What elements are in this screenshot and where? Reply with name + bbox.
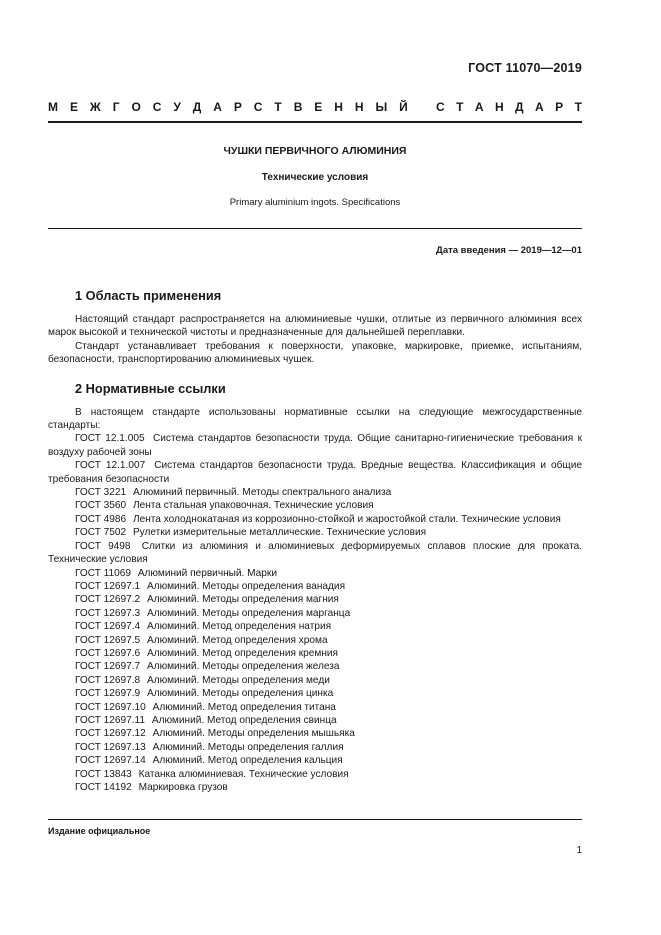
official-edition-note: Издание официальное [48,826,151,836]
reference-title: Система стандартов безопасности труда. Вредные вещества. Классификация и общие требования безопасности [48,460,582,485]
reference-code: ГОСТ 12697.6 [75,647,141,659]
reference-item [48,459,582,486]
section-2-heading: 2 Нормативные ссылки [75,380,226,396]
interstate-standard-banner [48,100,582,114]
reference-code: ГОСТ 12697.11 [75,714,146,726]
reference-item [48,580,582,593]
reference-item [48,486,582,499]
footer-divider [48,819,582,820]
reference-code: ГОСТ 12697.12 [75,728,146,740]
reference-item [48,540,582,567]
reference-item [48,513,582,526]
reference-code: ГОСТ 12697.4 [75,621,141,633]
reference-title: Алюминий. Метод определения свинца [151,714,337,726]
reference-item [48,781,582,794]
reference-item [48,687,582,700]
reference-title: Алюминий первичный. Марки [137,567,277,579]
english-title: Primary aluminium ingots. Specifications [229,197,401,208]
title-divider [48,228,582,229]
reference-title: Алюминий. Метод определения титана [152,701,336,713]
normative-references-list [48,432,582,794]
reference-code: ГОСТ 12.1.007 [75,460,146,472]
reference-item [48,634,582,647]
reference-item [48,701,582,714]
reference-title: Алюминий. Методы определения железа [146,661,340,673]
reference-title: Катанка алюминиевая. Технические условия [138,768,349,780]
header-divider [48,121,582,123]
reference-code: ГОСТ 12697.3 [75,607,141,619]
reference-title: Алюминий. Метод определения кальция [152,755,343,767]
reference-item [48,660,582,673]
section-1-paragraph: Настоящий стандарт распространяется на алюминиевые чушки, отлитые из первичного алюминия всех марок высокой и технической чистоты и предназначенные для дальнейшей переплавки. [48,314,582,339]
reference-item [48,593,582,606]
reference-item [48,499,582,512]
reference-code: ГОСТ 12697.7 [75,661,141,673]
reference-title: Алюминий. Методы определения мышьяка [152,728,355,740]
reference-code: ГОСТ 12697.9 [75,688,141,700]
reference-code: ГОСТ 12697.8 [75,674,141,686]
reference-title: Маркировка грузов [138,782,228,793]
reference-title: Алюминий. Метод определения кремния [146,647,338,659]
reference-code: ГОСТ 12697.10 [75,701,146,713]
reference-item [48,768,582,781]
reference-code: ГОСТ 12697.5 [75,634,141,646]
reference-code: ГОСТ 4986 [75,513,127,525]
reference-code: ГОСТ 3560 [75,500,127,512]
reference-title: Алюминий. Метод определения хрома [146,634,328,646]
reference-title: Слитки из алюминия и алюминиевых деформируемых сплавов плоские для проката. Технические условия [48,540,582,566]
reference-item [48,607,582,620]
document-title: ЧУШКИ ПЕРВИЧНОГО АЛЮМИНИЯ [223,145,407,157]
reference-title: Лента стальная упаковочная. Технические условия [132,500,374,512]
reference-title: Алюминий первичный. Методы спектрального анализа [132,487,392,499]
reference-item [48,674,582,687]
reference-code: ГОСТ 12697.2 [75,594,141,606]
introduction-date: Дата введения — 2019—12—01 [436,245,582,256]
document-subtitle: Технические условия [261,172,369,183]
banner-word-standard: С Т А Н Д А Р Т [436,100,582,114]
reference-title: Лента холоднокатаная из коррозионно-стойкой и жаростойкой стали. Технические условия [132,513,561,525]
reference-item [48,714,582,727]
reference-title: Алюминий. Методы определения магния [146,594,339,606]
reference-code: ГОСТ 12697.14 [75,755,146,767]
reference-code: ГОСТ 12697.13 [75,741,146,753]
reference-title: Алюминий. Методы определения галлия [152,741,344,753]
reference-code: ГОСТ 7502 [75,527,127,539]
reference-item [48,620,582,633]
section-1-paragraph: Стандарт устанавливает требования к поверхности, упаковке, маркировке, приемке, испытаниям, безопасности, транспортированию алюминиевых чушек. [48,340,582,366]
reference-code: ГОСТ 3221 [75,487,127,499]
section-1-heading: 1 Область применения [75,288,222,303]
reference-item [48,567,582,580]
document-number: ГОСТ 11070—2019 [468,61,582,75]
reference-title: Алюминий. Методы определения цинка [146,688,334,700]
reference-code: ГОСТ 12.1.005 [75,433,145,445]
reference-item [48,526,582,539]
reference-item [48,647,582,660]
reference-item [48,754,582,767]
reference-code: ГОСТ 12697.1 [75,580,141,592]
reference-title: Алюминий. Методы определения ванадия [146,580,346,592]
reference-title: Алюминий. Методы определения меди [146,674,330,686]
document-body [48,287,582,794]
reference-title: Алюминий. Методы определения марганца [146,607,351,619]
reference-title: Алюминий. Метод определения натрия [146,621,332,633]
banner-word-interstate: М Е Ж Г О С У Д А Р С Т В Е Н Н Ы Й [48,100,408,114]
reference-code: ГОСТ 13843 [75,768,132,780]
page-number: 1 [576,845,582,856]
reference-item [48,741,582,754]
reference-code: ГОСТ 11069 [75,567,131,579]
reference-code: ГОСТ 9498 [75,540,131,552]
section-2-intro: В настоящем стандарте использованы нормативные ссылки на следующие межгосударственные стандарты: [48,406,582,432]
reference-item [48,727,582,740]
reference-title: Рулетки измерительные металлические. Технические условия [132,527,427,539]
reference-title: Система стандартов безопасности труда. Общие санитарно-гигиенические требования к воздуху рабочей зоны [48,433,582,458]
reference-item [48,432,582,459]
reference-code: ГОСТ 14192 [75,782,132,793]
